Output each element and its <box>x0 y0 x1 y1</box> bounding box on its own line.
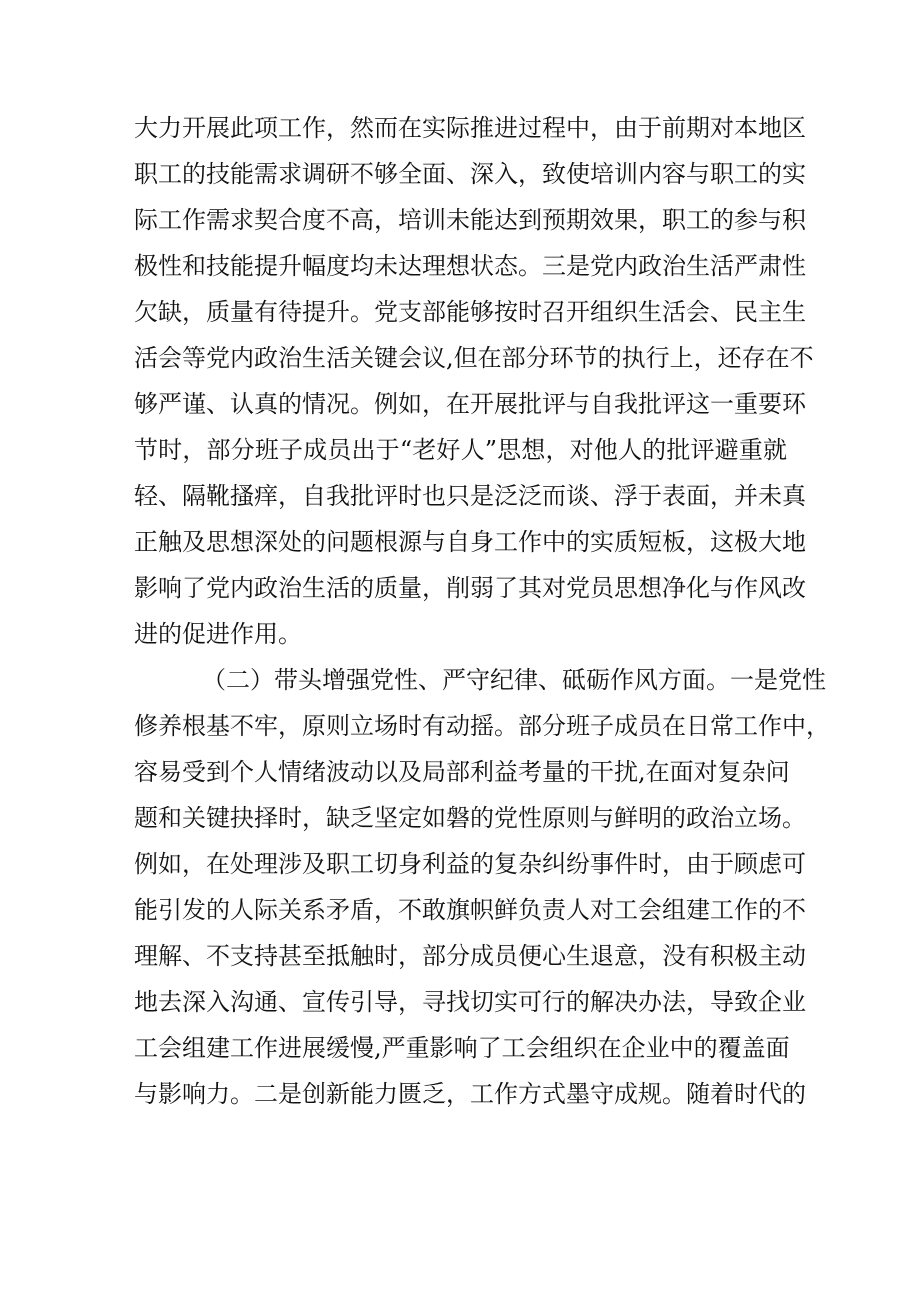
paragraph-end-line: 进的促进作用。 <box>134 620 302 648</box>
text-line: 轻、隔靴搔痒，自我批评时也只是泛泛而谈、浮于表面，并未真 <box>134 482 806 510</box>
text-line: 职工的技能需求调研不够全面、深入，致使培训内容与职工的实 <box>134 160 806 188</box>
text-line: 够严谨、认真的情况。例如，在开展批评与自我批评这一重要环 <box>134 390 806 418</box>
text-line: 际工作需求契合度不高，培训未能达到预期效果，职工的参与积 <box>134 206 806 234</box>
text-line: 理解、不支持甚至抵触时，部分成员便心生退意，没有积极主动 <box>134 942 806 970</box>
text-line: 能引发的人际关系矛盾，不敢旗帜鲜负责人对工会组建工作的不 <box>134 896 806 924</box>
text-line: 节时，部分班子成员出于“老好人”思想，对他人的批评避重就 <box>134 436 787 464</box>
text-line: 极性和技能提升幅度均未达理想状态。三是党内政治生活严肃性 <box>134 252 806 280</box>
text-line: 活会等党内政治生活关键会议,但在部分环节的执行上，还存在不 <box>134 344 814 372</box>
text-line: 容易受到个人情绪波动以及局部利益考量的干扰,在面对复杂问 <box>134 758 790 786</box>
section-heading-line: （二）带头增强党性、严守纪律、砥砺作风方面。一是党性 <box>202 666 826 694</box>
text-line: 正触及思想深处的问题根源与自身工作中的实质短板，这极大地 <box>134 528 806 556</box>
text-line: 地去深入沟通、宣传引导，寻找切实可行的解决办法，导致企业 <box>134 988 806 1016</box>
text-line: 工会组建工作进展缓慢,严重影响了工会组织在企业中的覆盖面 <box>134 1034 790 1062</box>
text-line: 大力开展此项工作，然而在实际推进过程中，由于前期对本地区 <box>134 114 806 142</box>
text-line: 题和关键抉择时，缺乏坚定如磐的党性原则与鲜明的政治立场。 <box>134 804 806 832</box>
text-line: 影响了党内政治生活的质量，削弱了其对党员思想净化与作风改 <box>134 574 806 602</box>
text-line: 例如，在处理涉及职工切身利益的复杂纠纷事件时，由于顾虑可 <box>134 850 806 878</box>
text-line: 欠缺，质量有待提升。党支部能够按时召开组织生活会、民主生 <box>134 298 806 326</box>
text-line: 修养根基不牢，原则立场时有动摇。部分班子成员在日常工作中， <box>134 712 830 740</box>
text-line: 与影响力。二是创新能力匮乏，工作方式墨守成规。随着时代的 <box>134 1080 806 1108</box>
